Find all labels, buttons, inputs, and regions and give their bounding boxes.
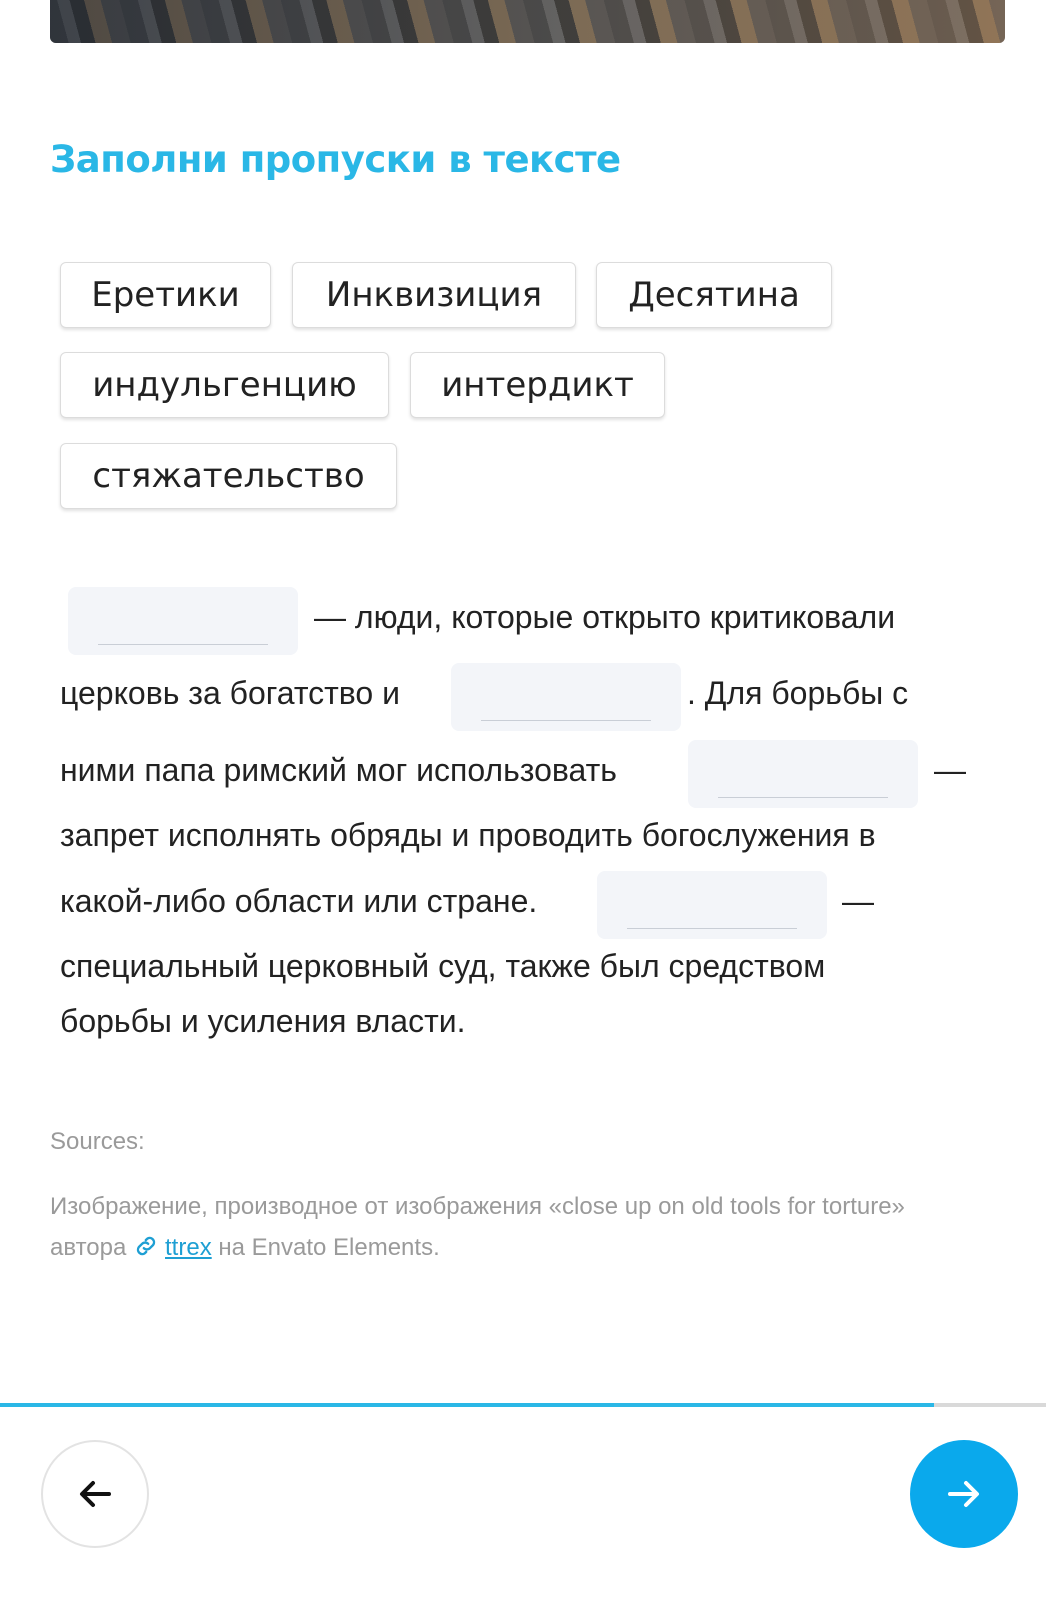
credit-author-prefix: автора	[50, 1234, 127, 1261]
word-chip[interactable]: индульгенцию	[60, 352, 389, 418]
word-chip[interactable]: стяжательство	[60, 443, 397, 509]
link-icon	[133, 1233, 159, 1259]
exercise-title: Заполни пропуски в тексте	[50, 138, 621, 181]
blank-4[interactable]	[597, 871, 827, 939]
progress-bar	[0, 1403, 1046, 1407]
passage-text: запрет исполнять обряды и проводить богослужения в	[60, 817, 876, 853]
image-credit	[50, 1186, 1020, 1268]
credit-text: Изображение, производное от изображения «close up on old tools for torture»	[50, 1193, 905, 1220]
passage-text: какой-либо области или стране.	[60, 883, 538, 919]
passage-text: ними папа римский мог использовать	[60, 752, 617, 788]
credit-suffix: на Envato Elements.	[218, 1234, 440, 1261]
blank-2[interactable]	[451, 663, 681, 731]
passage-text: . Для борьбы с	[687, 675, 909, 711]
passage-text: специальный церковный суд, также был средством	[60, 948, 826, 984]
author-link[interactable]: ttrex	[165, 1234, 212, 1261]
back-button[interactable]	[41, 1440, 149, 1548]
word-chip[interactable]: Еретики	[60, 262, 271, 328]
passage-text: — люди, которые открыто критиковали	[314, 599, 896, 635]
arrow-left-icon	[75, 1474, 115, 1514]
passage-text: церковь за богатство и	[60, 675, 400, 711]
word-chip[interactable]: Десятина	[596, 262, 832, 328]
sources-label: Sources:	[50, 1128, 145, 1155]
arrow-right-icon	[944, 1474, 984, 1514]
sources	[50, 1128, 1020, 1268]
word-chip[interactable]: Инквизиция	[292, 262, 576, 328]
passage-text: —	[934, 752, 966, 788]
blank-1[interactable]	[68, 587, 298, 655]
passage-text: борьбы и усиления власти.	[60, 1003, 466, 1039]
passage-text: —	[842, 883, 874, 919]
blank-3[interactable]	[688, 740, 918, 808]
header-image	[50, 0, 1005, 43]
progress-fill	[0, 1403, 934, 1407]
word-chip[interactable]: интердикт	[410, 352, 665, 418]
next-button[interactable]	[910, 1440, 1018, 1548]
